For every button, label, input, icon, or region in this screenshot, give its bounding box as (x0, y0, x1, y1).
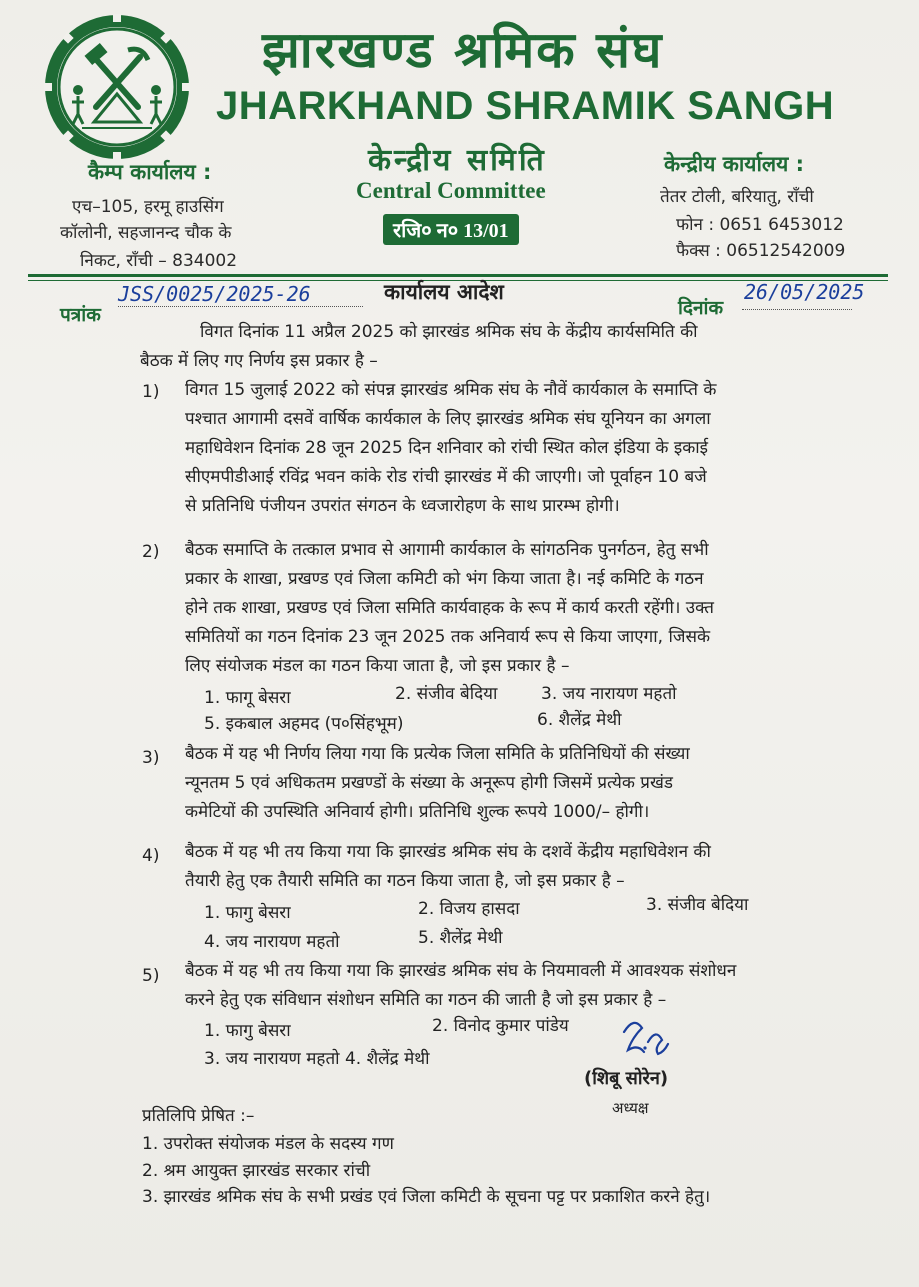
committee-hindi: केन्द्रीय समिति (368, 143, 547, 178)
intro-line: विगत दिनांक 11 अप्रैल 2025 को झारखंड श्रमिक संघ के केंद्रीय कार्यसमिति की (200, 322, 698, 342)
member-item: 5. शैलेंद्र मेथी (418, 928, 503, 948)
member-item: 2. विनोद कुमार पांडेय (432, 1016, 569, 1036)
member-item: 2. विजय हासदा (418, 899, 520, 919)
camp-office-line: कॉलोनी, सहजानन्द चौक के (60, 223, 232, 243)
org-name-english: JHARKHAND SHRAMIK SANGH (216, 84, 835, 128)
point-line: बैठक में यह भी तय किया गया कि झारखंड श्रमिक संघ के नियमावली में आवश्यक संशोधन (185, 961, 737, 981)
signatory-name: (शिबू सोरेन) (584, 1068, 669, 1089)
member-item: 3. जय नारायण महतो 4. शैलेंद्र मेथी (204, 1049, 430, 1069)
copy-to-heading: प्रतिलिपि प्रेषित :– (142, 1106, 255, 1126)
point-line: सीएमपीडीआई रविंद्र भवन कांके रोड रांची झारखंड में की जाएगी। जो पूर्वाहन 10 बजे (185, 467, 707, 487)
registration-badge: रजि० न० 13/01 (383, 214, 519, 245)
point-line: पश्चात आगामी दसवें वार्षिक कार्यकाल के लिए झारखंड श्रमिक संघ यूनियन का अगला (185, 409, 711, 429)
member-item: 4. जय नारायण महतो (204, 932, 340, 952)
patrank-value: JSS/0025/2025-26 (118, 282, 363, 307)
central-office-line: फैक्स : 06512542009 (676, 241, 846, 261)
order-title: कार्यालय आदेश (384, 280, 504, 304)
dinank-value: 26/05/2025 (744, 280, 865, 304)
patrank-label: पत्रांक (60, 304, 101, 326)
member-item: 5. इकबाल अहमद (प०सिंहभूम) (204, 714, 404, 734)
committee-english: Central Committee (356, 178, 546, 203)
member-item: 1. फागु बेसरा (204, 903, 291, 923)
point-line: प्रकार के शाखा, प्रखण्ड एवं जिला कमिटी को भंग किया जाता है। नई कमिटि के गठन (185, 569, 704, 589)
handwritten-signature (618, 1014, 678, 1064)
point-line: महाधिवेशन दिनांक 28 जून 2025 दिन शनिवार को रांची स्थित कोल इंडिया के इकाई (185, 438, 709, 458)
intro-line: बैठक में लिए गए निर्णय इस प्रकार है – (140, 351, 378, 371)
central-office-line: तेतर टोली, बरियातु, राँची (660, 187, 814, 207)
point-number: 4) (142, 846, 160, 866)
header-divider (28, 274, 888, 277)
copy-to-item: 1. उपरोक्त संयोजक मंडल के सदस्य गण (142, 1134, 394, 1154)
camp-office-line: निकट, राँची – 834002 (80, 251, 238, 271)
point-line: समितियों का गठन दिनांक 23 जून 2025 तक अनिवार्य रूप से किया जाएगा, जिसके (185, 627, 711, 647)
copy-to-item: 3. झारखंड श्रमिक संघ के सभी प्रखंड एवं जिला कमिटी के सूचना पट्ट पर प्रकाशित करने हेतु। (142, 1187, 711, 1207)
signatory-title: अध्यक्ष (612, 1099, 649, 1117)
dinank-underline (742, 308, 852, 310)
member-item: 3. संजीव बेदिया (646, 895, 749, 915)
point-line: बैठक में यह भी निर्णय लिया गया कि प्रत्येक जिला समिति के प्रतिनिधियों की संख्या (185, 744, 690, 764)
point-line: लिए संयोजक मंडल का गठन किया जाता है, जो इस प्रकार है – (185, 656, 570, 676)
camp-office-heading: कैम्प कार्यालय : (88, 160, 212, 184)
member-item: 6. शैलेंद्र मेथी (537, 710, 622, 730)
point-line: तैयारी हेतु एक तैयारी समिति का गठन किया जाता है, जो इस प्रकार है – (185, 871, 625, 891)
dinank-label: दिनांक (678, 297, 724, 319)
member-item: 3. जय नारायण महतो (541, 684, 677, 704)
point-line: न्यूनतम 5 एवं अधिकतम प्रखण्डों के संख्या के अनूरूप होगी जिसमें प्रत्येक प्रखंड (185, 773, 673, 793)
member-item: 1. फागु बेसरा (204, 1021, 291, 1041)
point-line: से प्रतिनिधि पंजीयन उपरांत संगठन के ध्वजारोहण के साथ प्रारम्भ होगी। (185, 496, 620, 516)
point-line: विगत 15 जुलाई 2022 को संपन्न झारखंड श्रमिक संघ के नौवें कार्यकाल के समाप्ति के (185, 380, 717, 400)
member-item: 2. संजीव बेदिया (395, 684, 498, 704)
point-line: बैठक में यह भी तय किया गया कि झारखंड श्रमिक संघ के दशवें केंद्रीय महाधिवेशन की (185, 842, 711, 862)
central-office-line: फोन : 0651 6453012 (676, 215, 844, 235)
org-name-hindi: झारखण्ड श्रमिक संघ (262, 21, 664, 79)
point-line: कमेटियों की उपस्थिति अनिवार्य होगी। प्रतिनिधि शुल्क रूपये 1000/– होगी। (185, 802, 650, 822)
point-line: होने तक शाखा, प्रखण्ड एवं जिला समिति कार्यवाहक के रूप में कार्य करती रहेंगी। उक्त (185, 598, 714, 618)
point-number: 1) (142, 382, 160, 402)
point-number: 3) (142, 748, 160, 768)
point-line: बैठक समाप्ति के तत्काल प्रभाव से आगामी कार्यकाल के सांगठनिक पुनर्गठन, हेतु सभी (185, 540, 709, 560)
point-number: 5) (142, 966, 160, 986)
central-office-heading: केन्द्रीय कार्यालय : (664, 152, 805, 176)
member-item: 1. फागू बेसरा (204, 688, 291, 708)
union-emblem-logo (42, 12, 192, 162)
copy-to-item: 2. श्रम आयुक्त झारखंड सरकार रांची (142, 1161, 371, 1181)
point-line: करने हेतु एक संविधान संशोधन समिति का गठन की जाती है जो इस प्रकार है – (185, 990, 667, 1010)
point-number: 2) (142, 542, 160, 562)
camp-office-line: एच–105, हरमू हाउसिंग (72, 197, 224, 217)
